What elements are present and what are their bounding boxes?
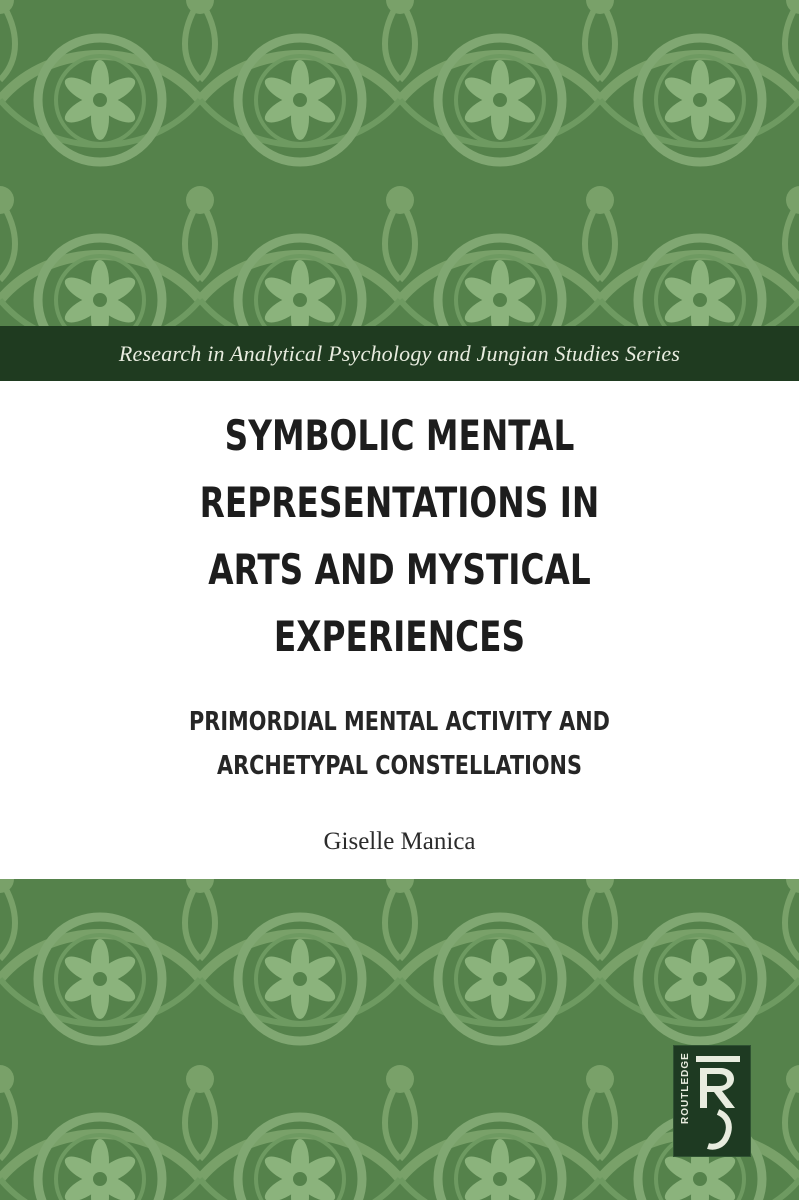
book-title-line: ARTS AND MYSTICAL [208, 545, 591, 594]
book-title-line: SYMBOLIC MENTAL [224, 411, 575, 460]
book-title-line: EXPERIENCES [273, 612, 526, 661]
book-subtitle-line: PRIMORDIAL MENTAL ACTIVITY AND [189, 707, 610, 737]
publisher-name: ROUTLEDGE [680, 1052, 691, 1124]
damask-pattern-icon [0, 0, 799, 326]
series-title: Research in Analytical Psychology and Jungian Studies Series [118, 340, 681, 366]
routledge-logo [673, 1045, 751, 1157]
book-subtitle-line: ARCHETYPAL CONSTELLATIONS [217, 751, 582, 781]
author-name: Giselle Manica [323, 828, 476, 855]
series-banner [0, 326, 799, 381]
book-title [88, 402, 711, 670]
book-subtitle [80, 700, 719, 788]
ornamental-pattern-top [0, 0, 799, 326]
book-title-line: REPRESENTATIONS IN [199, 478, 600, 527]
